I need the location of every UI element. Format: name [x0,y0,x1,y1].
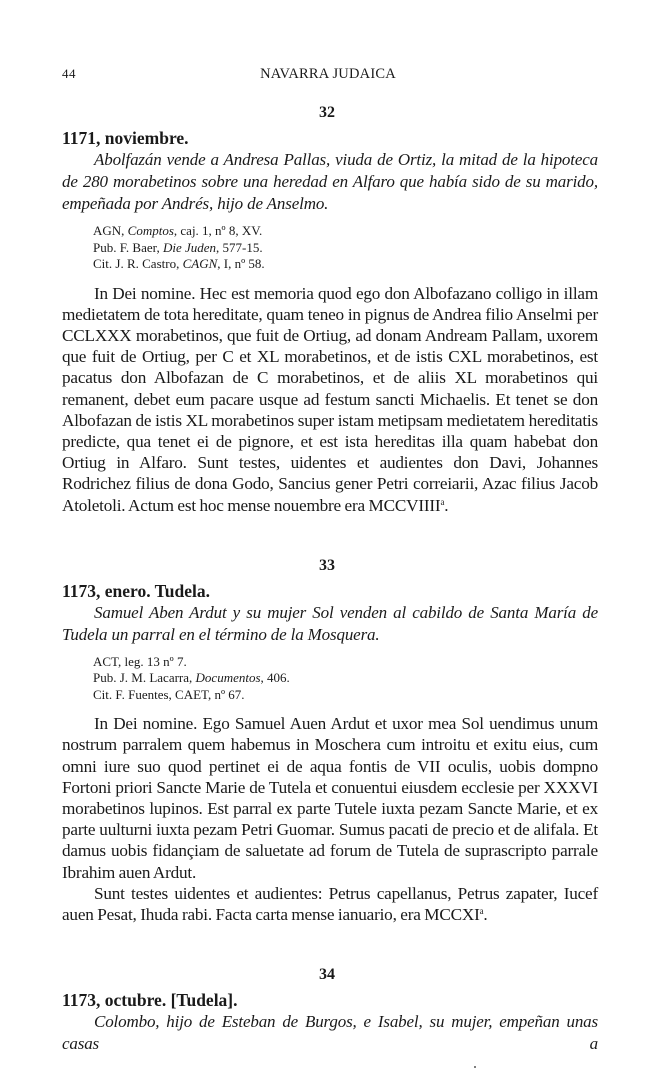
document-number: 34 [319,966,335,984]
document-summary: Abolfazán vende a Andresa Pallas, viuda de Ortiz, la mitad de la hipoteca de 280 morabetinos sobre una heredad en Alfaro que había sido de su marido, empeñada por Andrés, hijo de Anselmo. [62,150,598,213]
citation-line: Cit. J. R. Castro, CAGN, I, nº 58. [93,256,265,271]
citation-line: Cit. F. Fuentes, CAET, nº 67. [93,686,245,702]
document-paragraph: In Dei nomine. Ego Samuel Auen Ardut et uxor mea Sol uendimus unum nostrum parralem quem habemus in Moschera cum introitu et exitu eius, cum omni iure suo quod pertinet ei de aqua fontis de VII oculis, uobis dompno Fortoni priori Sancte Marie de Tutela et conuentui eiusdem ecclesie per XXXVI morabetinos lupinos. Est parral ex parte Tutele iuxta pezam Sancte Marie, et ex parte uulturni iuxta pezam Petri Guomar. Sumus pacati de precio et de alifala. Et damus uobis fidançiam de saluetate ad forum de Tutela de suprascripto parrale Ibrahim auen Ardut. [62,714,598,882]
document-paragraph: Sunt testes uidentes et audientes: Petrus capellanus, Petrus zapater, Iucef auen Pesat, Ihuda rabi. Facta carta mense ianuario, era MCCXI$^a$. [62,883,598,925]
document-33 [62,556,598,926]
document-text [62,713,598,925]
document-paragraph: In Dei nomine. Hec est memoria quod ego don Albofazano colligo in illam medietatem de tota hereditate, quam teneo in pignus de Andrea filio Anselmi per CCLXXX morabetinos, que fuit de Ortiug, ad donam Andream Pallam, uxorem que fuit de Ortiug, per C et XL morabetinos, et de istis CXL morabetinos, est pacatus don Albofazan de C morabetinos, et de aliis XL morabetinos qui remanent, debet eum pacare usque ad festum sancti Michaelis. Et tenet se don Albofazan de istis XL morabetinos super istam metipsam medietatem hereditatis predicte, qua tenet ei de pignore, et est ista hereditas illa quam habebat don Ortiug in Alfaro. Sunt testes, uidentes et audientes don Davi, Johannes Rodrichez filius de dona Godo, Sancius gener Petri correiarii, Azac filius Jacob Atoletoli. Actum est hoc mense nouembre era MCCVIIII$^a$. [62,283,598,515]
scan-speck [474,1066,476,1068]
book-page [62,0,598,1073]
document-summary: Samuel Aben Ardut y su mujer Sol venden al cabildo de Santa María de Tudela un parral en el término de la Mosquera. [62,602,598,644]
document-number: 33 [319,556,335,574]
citations [93,223,598,273]
document-32 [62,103,598,516]
document-date: 1171, noviembre. [62,128,189,148]
citations [93,654,598,704]
document-text [62,283,598,516]
running-head [62,66,598,86]
document-date: 1173, enero. Tudela. [62,580,210,601]
document-summary: Colombo, hijo de Esteban de Burgos, e Isabel, su mujer, empeñan unas casas a [62,1012,598,1054]
document-34 [62,965,598,1073]
document-number: 32 [319,104,335,121]
citation-line: ACT, leg. 13 nº 7. [93,653,187,669]
citation-line: Pub. F. Baer, Die Juden, 577-15. [93,239,263,255]
running-title: NAVARRA JUDAICA [260,66,396,82]
citation-line: Pub. J. M. Lacarra, Documentos, 406. [93,670,290,686]
citation-line: AGN, Comptos, caj. 1, nº 8, XV. [93,223,263,238]
document-date: 1173, octubre. [Tudela]. [62,990,238,1011]
page-number: 44 [62,66,76,81]
